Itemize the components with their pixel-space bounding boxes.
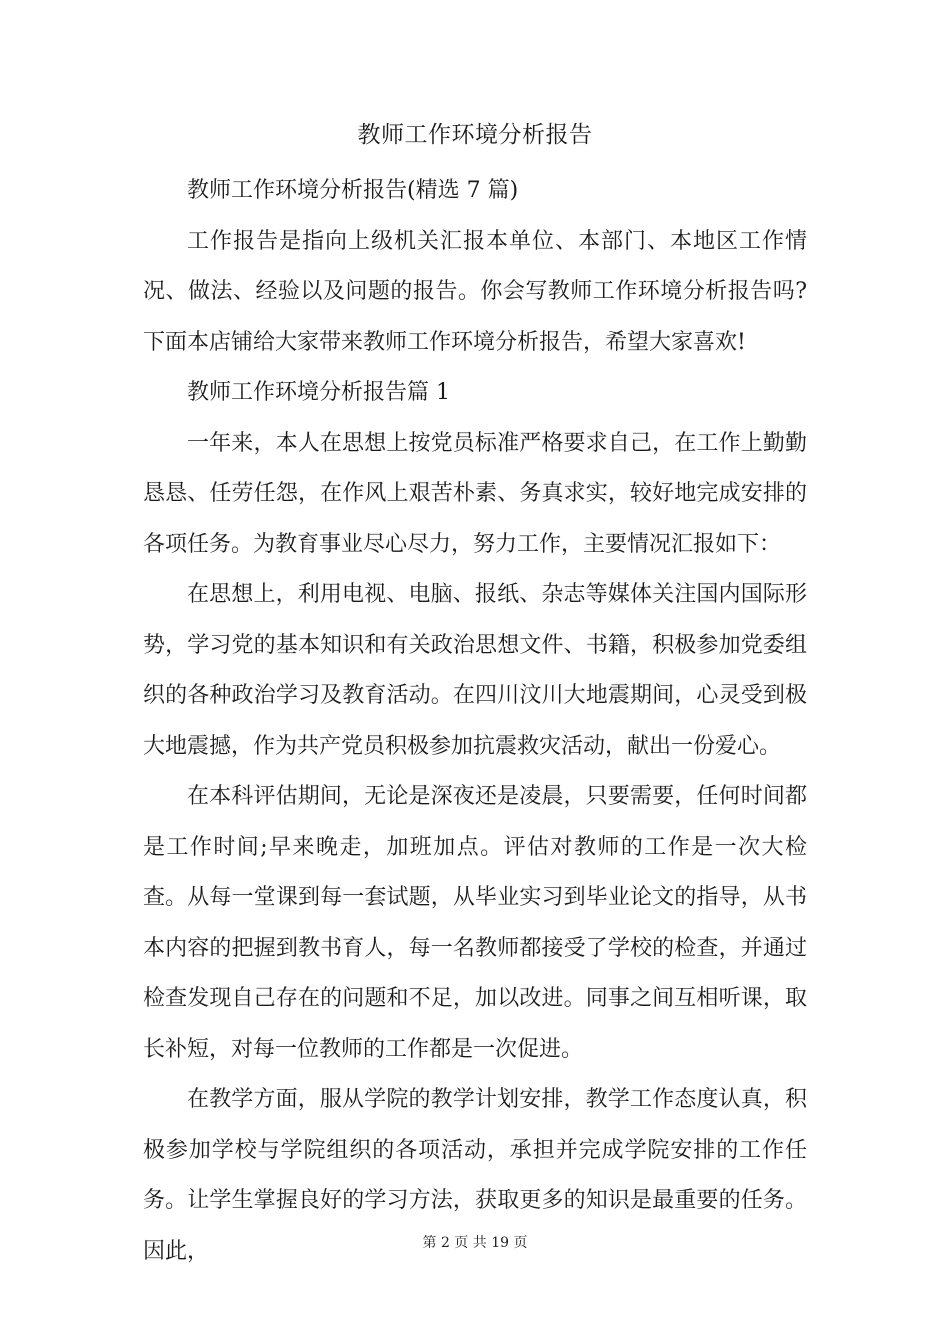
page-number-footer: 第 2 页 共 19 页: [422, 1235, 528, 1251]
body-paragraph: 一年来，本人在思想上按党员标准严格要求自己，在工作上勤勤恳恳、任劳任怨，在作风上艰苦朴素、务真求实，较好地完成安排的各项任务。为教育事业尽心尽力，努力工作，主要情况汇报如下：: [143, 430, 807, 557]
section-heading: 教师工作环境分析报告篇 1: [187, 380, 450, 405]
document-body: [143, 166, 807, 1277]
subtitle-paragraph: 教师工作环境分析报告(精选 7 篇): [187, 178, 519, 203]
body-paragraph: 在教学方面，服从学院的教学计划安排，教学工作态度认真，积极参加学校与学院组织的各项活动，承担并完成学院安排的工作任务。让学生掌握良好的学习方法，获取更多的知识是最重要的任务。因此，: [143, 1087, 807, 1264]
body-paragraph: 在思想上，利用电视、电脑、报纸、杂志等媒体关注国内国际形势，学习党的基本知识和有关政治思想文件、书籍，积极参加党委组织的各种政治学习及教育活动。在四川汶川大地震期间，心灵受到极大地震撼，作为共产党员积极参加抗震救灾活动，献出一份爱心。: [143, 582, 807, 759]
body-paragraph: 在本科评估期间，无论是深夜还是凌晨，只要需要，任何时间都是工作时间;早来晚走，加班加点。评估对教师的工作是一次大检查。从每一堂课到每一套试题，从毕业实习到毕业论文的指导，从书本内容的把握到教书育人，每一名教师都接受了学校的检查，并通过检查发现自己存在的问题和不足，加以改进。同事之间互相听课，取长补短，对每一位教师的工作都是一次促进。: [143, 784, 807, 1062]
intro-paragraph: 工作报告是指向上级机关汇报本单位、本部门、本地区工作情况、做法、经验以及问题的报告。你会写教师工作环境分析报告吗?下面本店铺给大家带来教师工作环境分析报告，希望大家喜欢!: [143, 228, 807, 355]
page-title: 教师工作环境分析报告: [357, 122, 593, 148]
